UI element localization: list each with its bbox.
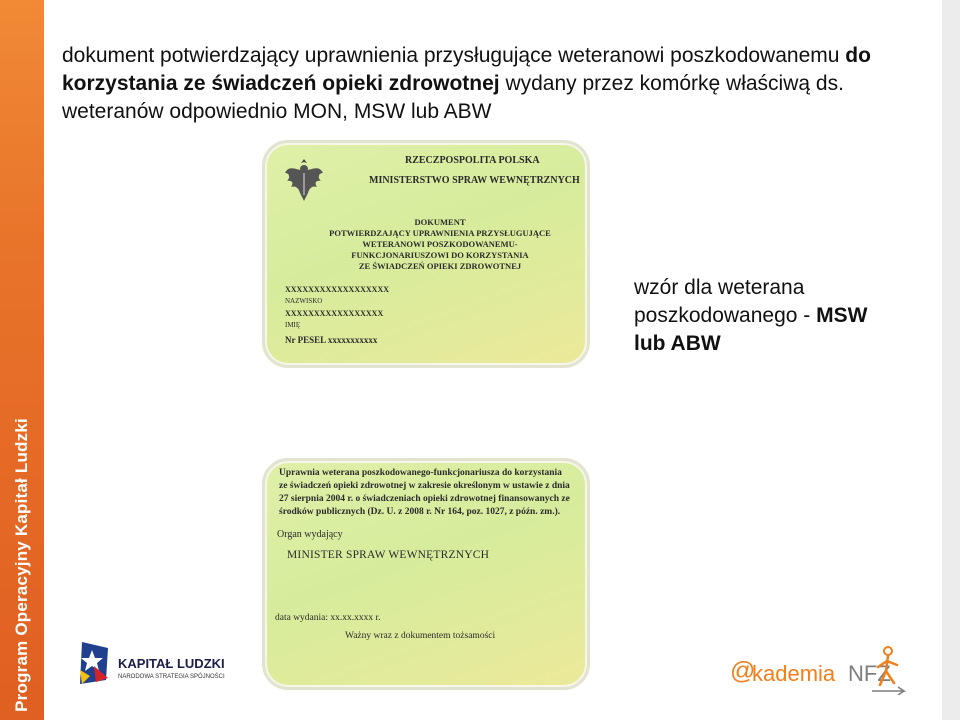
front-doc-line: DOKUMENT [414,217,466,227]
front-document-title [315,217,565,272]
front-header-country: RZECZPOSPOLITA POLSKA [405,155,540,166]
front-doc-line: POTWIERDZAJĄCY UPRAWNIENIA PRZYSŁUGUJĄCE [329,228,551,238]
kapital-ludzki-star-icon [78,640,112,686]
title-bold: do korzystania ze świadczeń opieki zdrowotnej [62,44,871,95]
akademia-nfz-logo [730,645,915,705]
front-doc-line: ZE ŚWIADCZEŃ OPIEKI ZDROWOTNEJ [358,261,522,271]
back-text-line: środków publicznych (Dz. U. z 2008 r. Nr 164, poz. 1027, z późn. zm.). [279,507,561,517]
caption-line3-bold: lub ABW [634,332,721,355]
card-front-image [262,140,590,368]
front-doc-line: FUNKCJONARIUSZOWI DO KORZYSTANIA [351,250,529,260]
pesel-field: Nr PESEL xxxxxxxxxxx [285,335,378,345]
validity-note: Ważny wraz z dokumentem tożsamości [345,631,496,641]
kapital-ludzki-logo [66,628,246,698]
surname-value: XXXXXXXXXXXXXXXXXX [285,285,389,294]
title-part1: dokument potwierdzający uprawnienia przysługujące weteranowi poszkodowanemu [62,44,846,67]
surname-label: NAZWISKO [285,297,323,305]
caption-line2 [634,302,924,330]
akademia-name: kademia [752,661,836,686]
back-text-line: Uprawnia weterana poszkodowanego-funkcjonariusza do korzystania [279,468,562,478]
caption-line2-plain: poszkodowanego - [634,304,817,327]
card-back-image [262,458,590,690]
caption-line3 [634,330,924,358]
issue-date: data wydania: xx.xx.xxxx r. [275,613,381,623]
right-band [942,0,960,720]
issuing-organ-value: MINISTER SPRAW WEWNĘTRZNYCH [287,549,490,561]
akademia-at-sign: @ [730,657,756,685]
slide-title [62,42,902,126]
front-header-ministry: MINISTERSTWO SPRAW WEWNĘTRZNYCH [369,175,580,186]
firstname-value: XXXXXXXXXXXXXXXXX [285,309,384,318]
akademia-nfz-text: NFZ [848,661,891,686]
side-band [0,0,44,720]
walking-figure-icon [870,645,906,695]
issuing-organ-label: Organ wydający [277,529,343,540]
caption-line1: wzór dla weterana [634,276,805,299]
title-part2: wydany przez komórkę właściwą ds. weteranów odpowiednio MON, MSW lub ABW [62,72,844,123]
caption-line2-bold: MSW [816,304,868,327]
back-text-line: ze świadczeń opieki zdrowotnej w zakresie określonym w ustawie z dnia [279,481,570,491]
kapital-ludzki-subtitle: NARODOWA STRATEGIA SPÓJNOŚCI [118,674,225,680]
back-text-line: 27 sierpnia 2004 r. o świadczeniach opieki zdrowotnej finansowanych ze [279,494,570,504]
template-caption [634,274,924,358]
front-doc-line: WETERANOWI POSZKODOWANEMU- [362,239,518,249]
kapital-ludzki-name: KAPITAŁ LUDZKI [118,656,225,671]
eagle-emblem-icon [283,155,325,205]
back-entitlement-text [279,467,575,519]
side-band-text: Program Operacyjny Kapitał Ludzki [12,418,31,712]
firstname-label: IMIĘ [285,321,301,329]
